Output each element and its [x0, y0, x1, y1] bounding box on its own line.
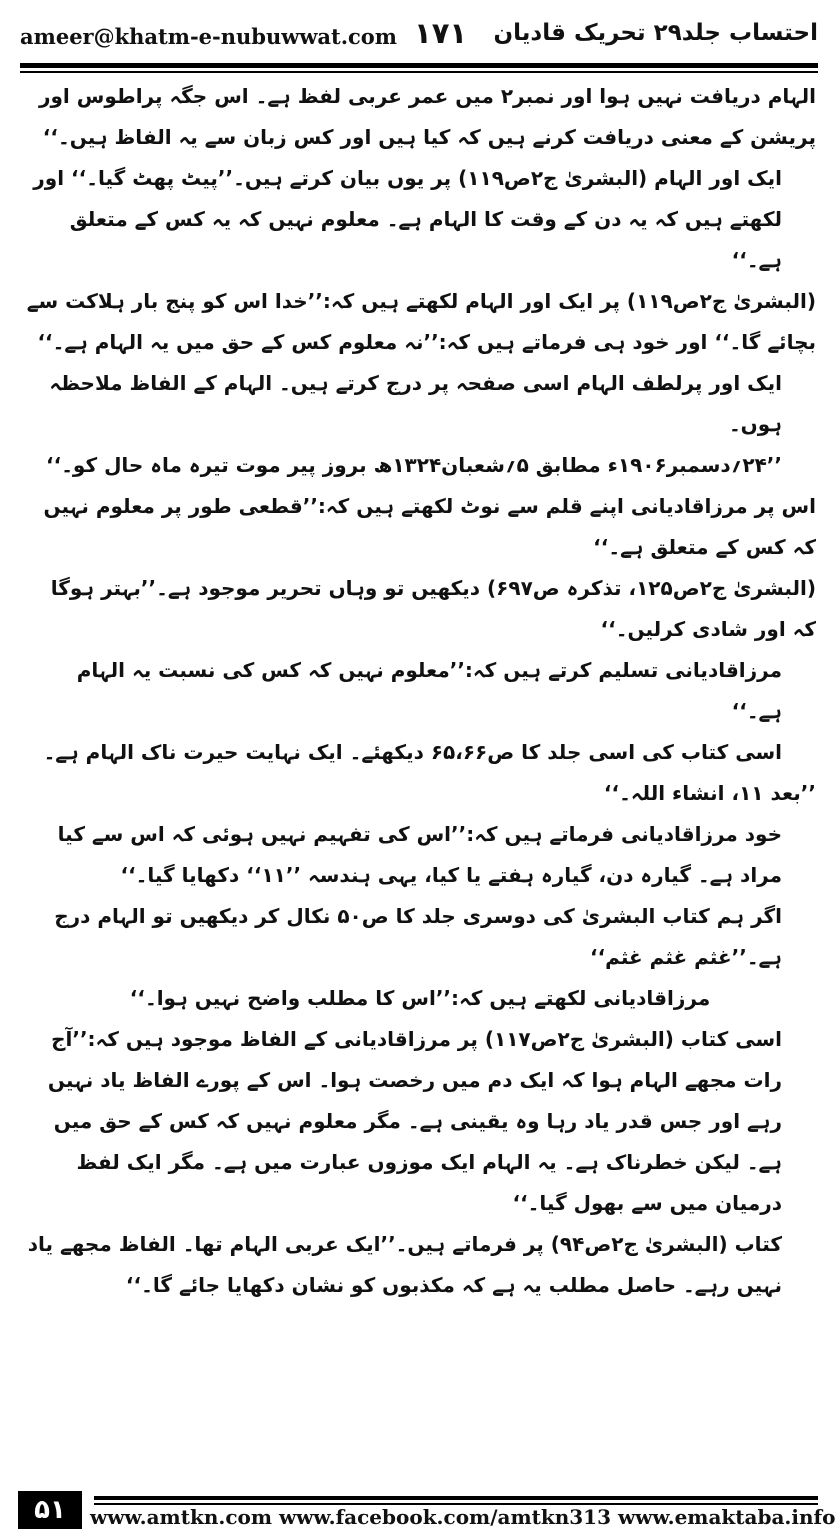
header-email: ameer@khatm-e-nubuwwat.com — [20, 24, 398, 49]
paragraph: الہام دریافت نہیں ہوا اور نمبر۲ میں عمر عربی لفظ ہے۔ اس جگہ پراطوس اور پریشن کے معنی دریافت کرنے ہیں کہ کیا ہیں اور کس زبان سے یہ الفاظ ہیں۔‘‘ — [38, 84, 816, 149]
paragraph: (البشریٰ ج۲ص۱۲۵، تذکرہ ص۶۹۷) دیکھیں تو وہاں تحریر موجود ہے۔’’بہتر ہوگا کہ اور شادی کرلیں۔‘‘ — [50, 576, 816, 641]
header-title: احتساب جلد۲۹ تحریک قادیان — [493, 20, 818, 46]
paragraph: اس پر مرزاقادیانی اپنے قلم سے نوٹ لکھتے ہیں کہ:’’قطعی طور پر معلوم نہیں کہ کس کے متعلق ہے۔‘‘ — [43, 494, 816, 559]
paragraph: اسی کتاب کی اسی جلد کا ص۶۵،۶۶ دیکھئے۔ ایک نہایت حیرت ناک الہام ہے۔ — [43, 740, 782, 764]
paragraph: کتاب (البشریٰ ج۲ص۹۴) پر فرماتے ہیں۔’’ایک عربی الہام تھا۔ الفاظ مجھے یاد نہیں رہے۔ حاصل مطلب یہ ہے کہ مکذبوں کو نشان دکھایا جائے گا۔‘‘ — [27, 1232, 782, 1297]
page-header — [20, 10, 818, 60]
header-rule-thin — [20, 71, 818, 73]
paragraph: خود مرزاقادیانی فرماتے ہیں کہ:’’اس کی تفہیم نہیں ہوئی کہ اس سے کیا مراد ہے۔ گیارہ دن، گیارہ ہفتے یا کیا، یہی ہندسہ ’’۱۱‘‘ دکھایا گیا۔‘‘ — [57, 822, 782, 887]
paragraph: مرزاقادیانی تسلیم کرتے ہیں کہ:’’معلوم نہیں کہ کس کی نسبت یہ الہام ہے۔‘‘ — [76, 658, 782, 723]
paragraph: (البشریٰ ج۲ص۱۱۹) پر ایک اور الہام لکھتے ہیں کہ:’’خدا اس کو پنج بار ہلاکت سے بچائے گا۔‘‘ اور خود ہی فرماتے ہیں کہ:’’نہ معلوم کس کے حق میں یہ الہام ہے۔‘‘ — [26, 289, 816, 354]
header-page-number: ۱۷۱ — [414, 16, 468, 50]
header-rule-thick — [20, 63, 818, 68]
paragraph: ایک اور پرلطف الہام اسی صفحہ پر درج کرتے ہیں۔ الہام کے الفاظ ملاحظہ ہوں۔ — [49, 371, 782, 436]
paragraph: ایک اور الہام (البشریٰ ج۲ص۱۱۹) پر یوں بیان کرتے ہیں۔’’پیٹ پھٹ گیا۔‘‘ اور لکھتے ہیں کہ یہ دن کے وقت کا الہام ہے۔ معلوم نہیں کہ یہ کس کے متعلق ہے۔‘‘ — [33, 166, 782, 272]
page-body — [24, 76, 816, 1306]
quote-line: ’’۲۴؍دسمبر۱۹۰۶ء مطابق ۵؍شعبان۱۳۲۴ھ بروز پیر موت تیرہ ماہ حال کو۔‘‘ — [46, 453, 782, 477]
footer-links: www.amtkn.com www.facebook.com/amtkn313 www.emaktaba.info — [90, 1505, 836, 1529]
paragraph: اسی کتاب (البشریٰ ج۲ص۱۱۷) پر مرزاقادیانی کے الفاظ موجود ہیں کہ:’’آج رات مجھے الہام ہوا کہ ایک دم میں رخصت ہوا۔ اس کے پورے الفاظ یاد نہیں رہے اور جس قدر یاد رہا وہ یقینی ہے۔ مگر معلوم نہیں کہ کس کے حق میں ہے۔ لیکن خطرناک ہے۔ یہ الہام ایک موزوں عبارت میں ہے۔ مگر ایک لفظ درمیان میں سے بھول گیا۔‘‘ — [47, 1027, 782, 1215]
paragraph: مرزاقادیانی لکھتے ہیں کہ:’’اس کا مطلب واضح نہیں ہوا۔‘‘ — [129, 986, 711, 1010]
paragraph: اگر ہم کتاب البشریٰ کی دوسری جلد کا ص۵۰ نکال کر دیکھیں تو الہام درج ہے۔’’غثم غثم غثم‘‘ — [54, 904, 782, 969]
quote-line: ’’بعد ۱۱، انشاء اللہ۔‘‘ — [603, 781, 816, 805]
footer-rule-thick — [94, 1496, 818, 1500]
footer-page-number: ۵۱ — [34, 1495, 66, 1525]
